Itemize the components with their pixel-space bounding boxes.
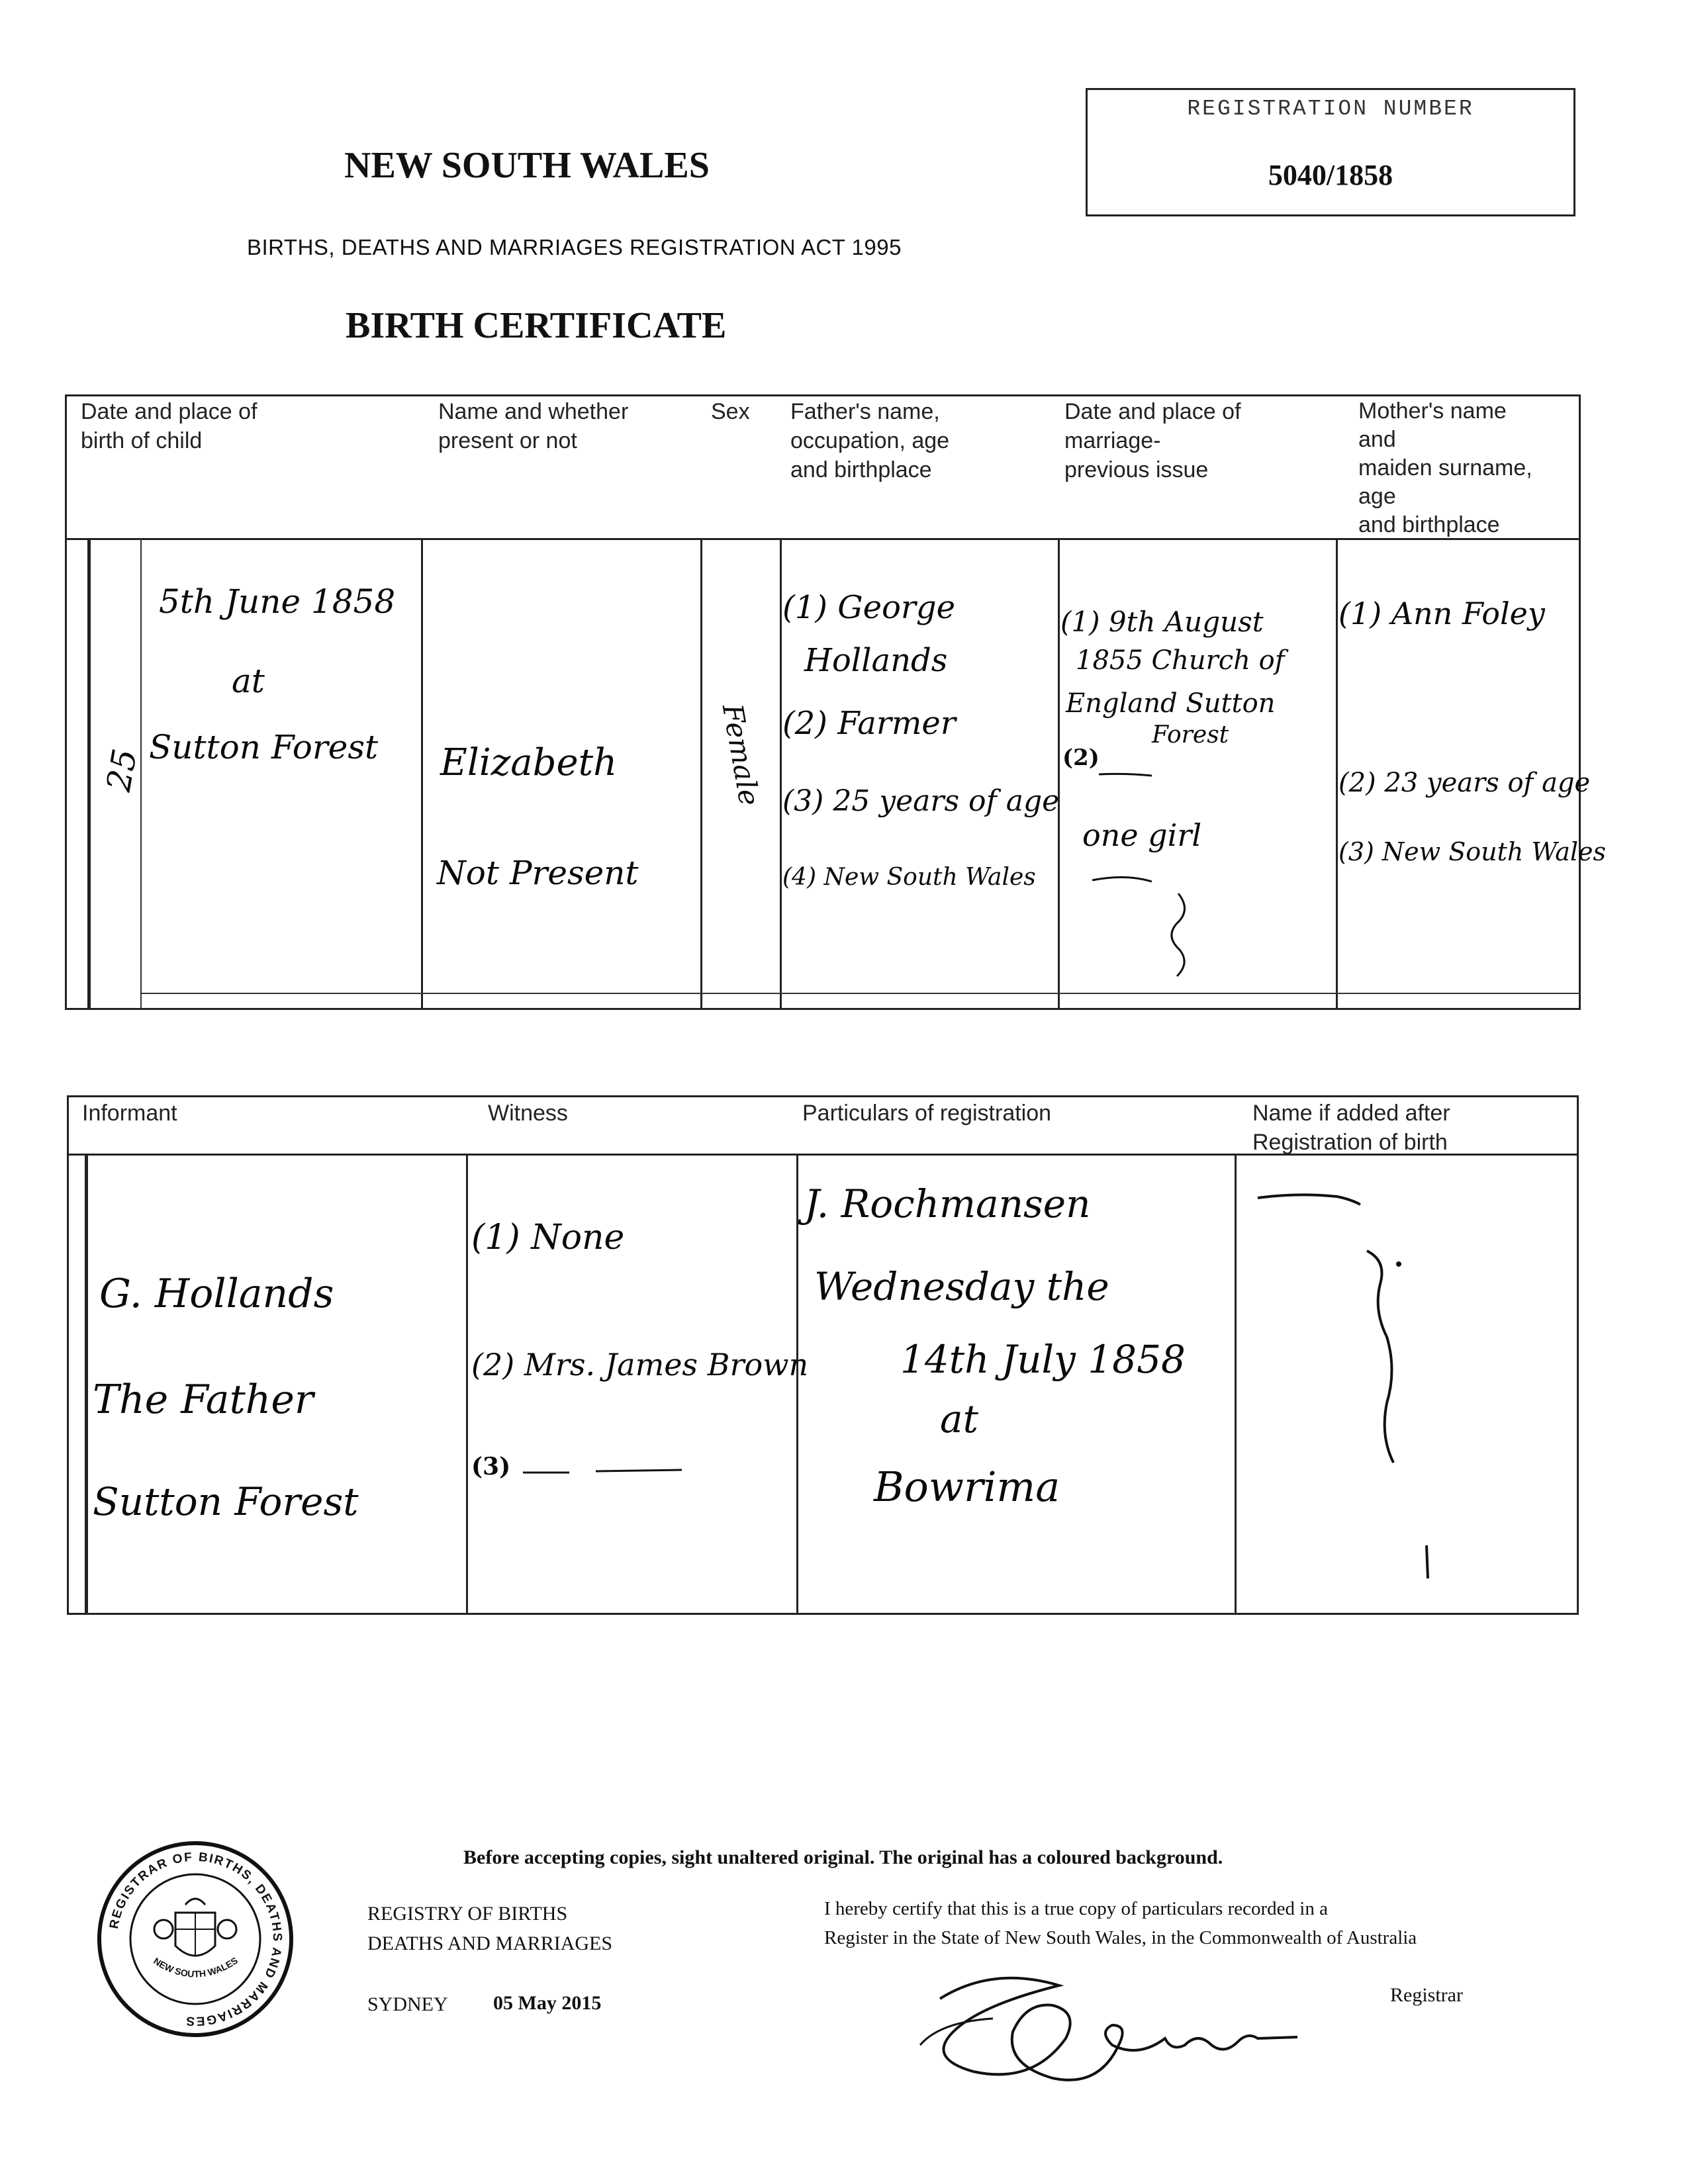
registration-table-col-sep	[1235, 1154, 1237, 1615]
issue-city: SYDNEY	[367, 1993, 448, 2015]
original-warning: Before accepting copies, sight unaltered original. The original has a coloured background.	[463, 1846, 1223, 1868]
svg-text:NEW SOUTH WALES	[152, 1955, 240, 1979]
mother-age: (2) 23 years of age	[1338, 768, 1591, 798]
birth-date: 5th June 1858	[159, 582, 396, 621]
header-mother: Mother's name and maiden surname, age and birthplace	[1358, 398, 1532, 537]
birth-place-at: at	[232, 662, 265, 700]
mother-name: (1) Ann Foley	[1338, 596, 1545, 631]
registrar-name: J. Rochmansen	[804, 1181, 1091, 1226]
registration-at: at	[940, 1396, 978, 1441]
birth-table-col-sep	[421, 538, 423, 1010]
witness-dash	[516, 1459, 688, 1479]
informant-name: G. Hollands	[99, 1271, 334, 1317]
header-particulars: Particulars of registration	[802, 1101, 1052, 1126]
birth-table-col-sep	[1058, 538, 1060, 1010]
child-sex: Female	[716, 702, 766, 809]
act-line: BIRTHS, DEATHS AND MARRIAGES REGISTRATION ACT 1995	[247, 235, 902, 259]
witness-2: (2) Mrs. James Brown	[471, 1347, 809, 1383]
registration-table-col-sep	[796, 1154, 798, 1615]
registrar-signature	[900, 1959, 1311, 2098]
header-marriage: Date and place of marriage- previous issue	[1064, 399, 1241, 482]
registry-seal	[96, 1840, 295, 2038]
birth-table-header-divider	[65, 538, 1581, 540]
registration-place: Bowrima	[874, 1463, 1060, 1511]
registration-day: Wednesday the	[814, 1264, 1109, 1309]
seal-inner-text: NEW SOUTH WALES	[152, 1954, 240, 1979]
marriage-dash-strokes	[1079, 768, 1211, 979]
birth-place: Sutton Forest	[149, 728, 379, 766]
registrar-title: Registrar	[1390, 1984, 1463, 2006]
header-sex: Sex	[711, 399, 750, 424]
witness-3: (3)	[471, 1453, 511, 1480]
birth-table-col-sep	[700, 538, 702, 1010]
registration-table-col-sep	[85, 1154, 88, 1615]
registration-date: 14th July 1858	[900, 1337, 1186, 1382]
witness-1: (1) None	[471, 1218, 625, 1257]
father-surname: Hollands	[804, 642, 948, 679]
birth-details-table	[65, 394, 1581, 1010]
header-date-place: Date and place of birth of child	[81, 399, 258, 453]
registration-number-label: REGISTRATION NUMBER	[1187, 97, 1474, 121]
registration-number-box	[1086, 88, 1575, 216]
birth-table-col-sep	[780, 538, 782, 1010]
birth-table-col-sep	[87, 538, 91, 1010]
registration-table-col-sep	[466, 1154, 468, 1615]
informant-relation: The Father	[93, 1377, 314, 1423]
birth-table-inner-rule	[140, 993, 1581, 994]
mother-birthplace: (3) New South Wales	[1338, 837, 1607, 866]
certification-line1: I hereby certify that this is a true copy of particulars recorded in a	[824, 1898, 1328, 1919]
seal-ring-text: REGISTRAR OF BIRTHS, DEATHS AND MARRIAGES	[107, 1850, 285, 2028]
marriage-place-3: Forest	[1152, 721, 1229, 749]
header-witness: Witness	[488, 1101, 568, 1126]
header-informant: Informant	[82, 1101, 177, 1126]
marriage-place-2: England Sutton	[1066, 688, 1276, 719]
state-title: NEW SOUTH WALES	[344, 145, 710, 186]
father-name: (1) George	[782, 589, 955, 626]
coat-of-arms-icon	[154, 1899, 236, 1956]
informant-residence: Sutton Forest	[93, 1479, 359, 1524]
issue-date: 05 May 2015	[493, 1992, 602, 2014]
father-occupation: (2) Farmer	[782, 705, 956, 742]
child-present: Not Present	[437, 854, 639, 892]
registry-name-line2: DEATHS AND MARRIAGES	[367, 1933, 613, 1954]
name-added-dash-strokes	[1244, 1178, 1562, 1588]
certification-line2: Register in the State of New South Wales, in the Commonwealth of Australia	[824, 1927, 1417, 1948]
header-name-added: Name if added after Registration of birth	[1252, 1101, 1450, 1155]
marriage-date: (1) 9th August	[1060, 606, 1264, 638]
marriage-place-1: 1855 Church of	[1076, 645, 1285, 676]
certificate-title: BIRTH CERTIFICATE	[346, 305, 727, 346]
father-birthplace: (4) New South Wales	[782, 864, 1036, 891]
header-father: Father's name, occupation, age and birthplace	[790, 399, 950, 482]
entry-number: 25	[99, 746, 145, 795]
birth-table-col-sep	[1336, 538, 1338, 1010]
registration-number-value: 5040/1858	[1268, 159, 1393, 191]
registry-name-line1: REGISTRY OF BIRTHS	[367, 1903, 568, 1925]
previous-issue: one girl	[1082, 817, 1202, 853]
header-name: Name and whether present or not	[438, 399, 629, 453]
father-age: (3) 25 years of age	[782, 784, 1060, 818]
child-name: Elizabeth	[440, 741, 618, 784]
previous-issue-label: (2)	[1062, 745, 1100, 771]
